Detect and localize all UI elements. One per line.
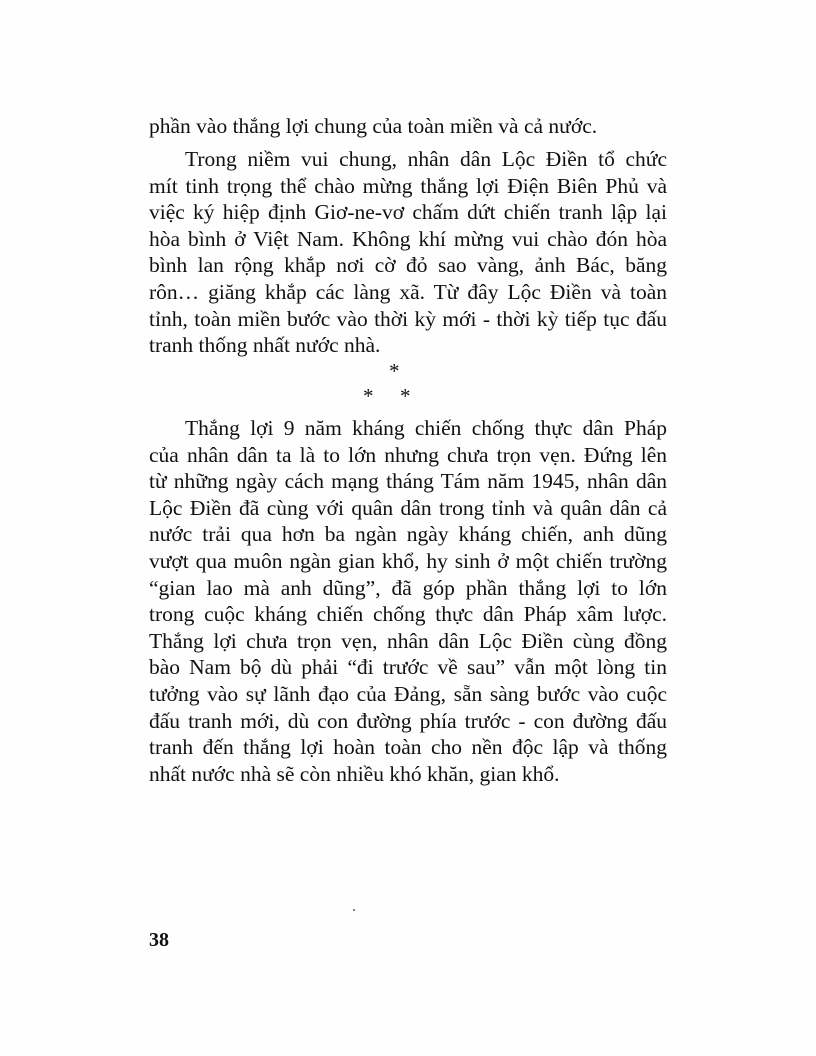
text-line: Lộc Điền đã cùng với quân dân trong tỉnh và quân dân cả <box>149 495 667 520</box>
separator-star-left: * <box>363 384 374 408</box>
text-line: Thắng lợi 9 năm kháng chiến chống thực dân Pháp <box>185 416 667 440</box>
text-line: rôn… giăng khắp các làng xã. Từ đây Lộc Điền và toàn <box>149 279 667 304</box>
text-line: “gian lao mà anh dũng”, đã góp phần thắng lợi to lớn <box>149 575 667 600</box>
text-line: của nhân dân ta là to lớn nhưng chưa trọn vẹn. Đứng lên <box>149 442 667 467</box>
text-line: Trong niềm vui chung, nhân dân Lộc Điền tổ chức <box>185 147 667 171</box>
text-line: tranh đến thắng lợi hoàn toàn cho nền độc lập và thống <box>149 735 667 760</box>
text-line: bình lan rộng khắp nơi cờ đỏ sao vàng, ảnh Bác, băng <box>149 253 667 278</box>
paragraph-continuation <box>149 113 667 140</box>
text-line: từ những ngày cách mạng tháng Tám năm 1945, nhân dân <box>149 469 667 494</box>
text-line: tranh thống nhất nước nhà. <box>149 333 381 358</box>
scan-speck <box>353 909 355 911</box>
text-line: tỉnh, toàn miền bước vào thời kỳ mới - thời kỳ tiếp tục đấu <box>149 306 667 331</box>
text-line: phần vào thắng lợi chung của toàn miền và cả nước. <box>149 114 598 138</box>
text-line: đấu tranh mới, dù con đường phía trước - con đường đấu <box>149 708 667 733</box>
text-line: việc ký hiệp định Giơ-ne-vơ chấm dứt chiến tranh lập lại <box>149 200 667 225</box>
page-number: 38 <box>149 929 169 951</box>
text-line: trong cuộc kháng chiến chống thực dân Pháp xâm lược. <box>149 602 667 627</box>
separator-star-top: * <box>389 359 400 383</box>
text-line: mít tinh trọng thể chào mừng thắng lợi Điện Biên Phủ và <box>149 173 667 198</box>
text-line: nhất nước nhà sẽ còn nhiều khó khăn, gian khổ. <box>149 761 560 786</box>
paragraph-celebration <box>149 146 667 359</box>
text-line: bào Nam bộ dù phải “đi trước về sau” vẫn một lòng tin <box>149 655 667 680</box>
paragraph-victory <box>149 415 667 787</box>
text-line: tưởng vào sự lãnh đạo của Đảng, sẵn sàng bước vào cuộc <box>149 681 667 706</box>
separator-star-right: * <box>400 384 411 408</box>
text-line: hòa bình ở Việt Nam. Không khí mừng vui chào đón hòa <box>149 226 667 251</box>
text-line: Thắng lợi chưa trọn vẹn, nhân dân Lộc Điền cùng đồng <box>149 628 667 653</box>
text-line: nước trải qua hơn ba ngàn ngày kháng chiến, anh dũng <box>149 522 667 547</box>
text-line: vượt qua muôn ngàn gian khổ, hy sinh ở một chiến trường <box>149 548 667 573</box>
